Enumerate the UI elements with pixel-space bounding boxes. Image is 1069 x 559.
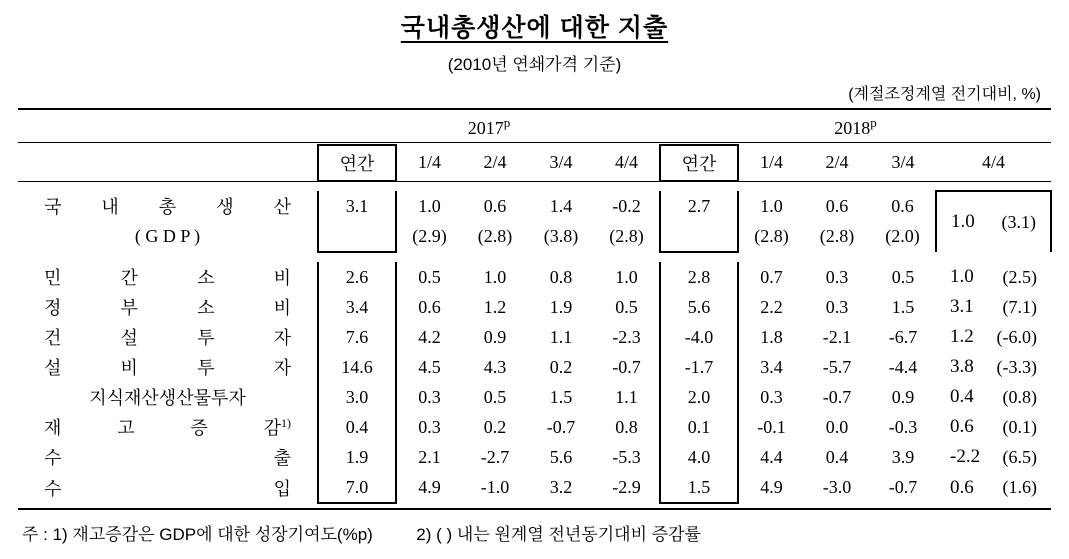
gdp-2018-q4-value: 1.0 xyxy=(951,211,975,232)
cell-2018-annual: 2.8 xyxy=(660,262,738,292)
cell-2017-q1: 0.3 xyxy=(418,416,441,437)
year-2017-header: 2017$^p$ xyxy=(467,115,511,138)
cell-2018-q4-value: -2.2 xyxy=(950,446,981,467)
cell-2017-annual: 7.6 xyxy=(318,322,396,352)
table-row xyxy=(18,472,1051,503)
cell-2018-q2: -3.0 xyxy=(822,477,852,497)
gdp-2018-q2-yoy: (2.8) xyxy=(819,226,855,246)
row-label-gdp-sub: ( G D P ) xyxy=(134,226,201,246)
row-label-construction-investment: 건 설 투 자 xyxy=(44,328,291,348)
cell-2018-q4 xyxy=(936,322,1051,352)
row-label-government-consumption: 정 부 소 비 xyxy=(44,298,291,318)
header-2017-q4: 4/4 xyxy=(614,152,638,173)
cell-2018-q4-value: 1.0 xyxy=(950,266,974,287)
cell-2017-q4: 0.5 xyxy=(615,296,638,317)
table-row-gdp-line2 xyxy=(18,221,1051,252)
rule-bottom xyxy=(18,509,1051,512)
cell-2018-q2: -0.7 xyxy=(822,386,852,407)
cell-2018-q1: 2.2 xyxy=(760,296,783,317)
header-2018-q3: 3/4 xyxy=(891,152,915,173)
cell-2018-q4-value: 3.1 xyxy=(950,296,974,317)
row-label-private-consumption: 민 간 소 비 xyxy=(44,268,291,288)
header-2017-q3: 3/4 xyxy=(549,152,573,173)
gdp-2018-annual: 2.7 xyxy=(660,191,738,221)
quarter-header-row xyxy=(18,145,1051,181)
cell-2017-q2: -1.0 xyxy=(480,477,510,497)
cell-2018-q4-yoy: (0.8) xyxy=(1002,386,1037,407)
cell-2018-q4-yoy: (-3.3) xyxy=(996,356,1037,377)
gdp-2017-q1: 1.0 xyxy=(418,195,441,216)
year-header-row xyxy=(18,112,1051,143)
gdp-2017-q1-yoy: (2.9) xyxy=(412,226,447,246)
cell-2018-q4-value: 1.2 xyxy=(950,326,974,347)
cell-2017-q4: -2.9 xyxy=(612,477,641,497)
gdp-2017-q2: 0.6 xyxy=(483,195,507,216)
table-row xyxy=(18,442,1051,472)
cell-2018-q4 xyxy=(936,292,1051,322)
cell-2017-q2: 1.0 xyxy=(483,266,507,287)
cell-2017-q4: -0.7 xyxy=(612,356,641,377)
cell-2017-q2: 1.2 xyxy=(483,296,507,317)
cell-2018-q2: 0.0 xyxy=(825,416,849,437)
cell-2018-q1: 4.4 xyxy=(760,446,783,467)
cell-2018-q4-value: 3.8 xyxy=(950,356,974,377)
cell-2017-q3: -0.7 xyxy=(546,416,576,437)
cell-2018-q4 xyxy=(936,442,1051,472)
header-2018-q4: 4/4 xyxy=(981,152,1005,173)
cell-2018-q1: 1.8 xyxy=(760,326,783,347)
gdp-2018-q3-yoy: (2.0) xyxy=(885,226,920,246)
table-row xyxy=(18,412,1051,442)
cell-2018-q4-value: 0.6 xyxy=(950,476,974,498)
row-label-exports: 수 출 xyxy=(44,448,291,468)
spacer-row-top xyxy=(18,183,1051,191)
gdp-2018-q1: 1.0 xyxy=(760,195,783,216)
cell-2018-annual: 4.0 xyxy=(660,442,738,472)
cell-2018-q1: 0.7 xyxy=(760,266,783,287)
table-row xyxy=(18,262,1051,292)
cell-2018-q1: -0.1 xyxy=(757,416,786,437)
cell-2018-q2: -5.7 xyxy=(822,356,852,377)
gdp-2017-q3: 1.4 xyxy=(549,195,573,216)
gdp-2017-q4-yoy: (2.8) xyxy=(609,226,644,246)
header-2018-annual: 연간 xyxy=(660,145,738,181)
cell-2018-q1: 0.3 xyxy=(760,386,783,407)
cell-2018-annual: 1.5 xyxy=(660,472,738,503)
cell-2017-annual: 14.6 xyxy=(318,352,396,382)
cell-2018-q1: 4.9 xyxy=(760,477,783,497)
cell-2018-q4-value: 0.6 xyxy=(950,416,974,437)
cell-2018-annual: 0.1 xyxy=(660,412,738,442)
gdp-2018-q1-yoy: (2.8) xyxy=(754,226,789,246)
footnote-1: 주 : 1) 재고증감은 GDP에 대한 성장기여도(%p) xyxy=(22,525,373,544)
cell-2017-q3: 5.6 xyxy=(549,446,573,467)
cell-2018-q4-yoy: (7.1) xyxy=(1002,296,1037,317)
cell-2017-q3: 1.9 xyxy=(549,296,573,317)
unit-note: (계절조정계열 전기대비, %) xyxy=(848,86,1041,103)
cell-2017-annual: 3.4 xyxy=(318,292,396,322)
cell-2017-q1: 0.5 xyxy=(418,266,441,287)
cell-2017-annual: 7.0 xyxy=(318,472,396,503)
row-label-inventory-change: 재 고 증 감$^{1)}$ xyxy=(44,416,291,438)
cell-2018-q4 xyxy=(936,352,1051,382)
gdp-2017-annual: 3.1 xyxy=(318,191,396,221)
cell-2018-annual: -4.0 xyxy=(660,322,738,352)
cell-2017-q3: 0.2 xyxy=(549,356,573,377)
cell-2017-annual: 1.9 xyxy=(318,442,396,472)
gdp-2017-q3-yoy: (3.8) xyxy=(543,226,579,246)
cell-2017-q4: -5.3 xyxy=(612,446,641,467)
page-title: 국내총생산에 대한 지출 xyxy=(400,14,669,42)
cell-2018-q2: -2.1 xyxy=(822,326,852,347)
cell-2018-q3: -4.4 xyxy=(888,356,918,377)
cell-2017-annual: 0.4 xyxy=(318,412,396,442)
label-column-header xyxy=(18,145,318,181)
cell-2018-q2: 0.4 xyxy=(825,446,849,467)
cell-2017-q4: -2.3 xyxy=(612,326,641,347)
cell-2017-annual: 3.0 xyxy=(318,382,396,412)
gdp-expenditure-table xyxy=(18,108,1052,512)
cell-2018-annual: 2.0 xyxy=(660,382,738,412)
header-2017-annual: 연간 xyxy=(318,145,396,181)
cell-2017-annual: 2.6 xyxy=(318,262,396,292)
cell-2018-q4 xyxy=(936,412,1051,442)
cell-2018-q4-yoy: (-6.0) xyxy=(996,326,1037,347)
cell-2017-q3: 1.1 xyxy=(549,326,573,347)
table-row xyxy=(18,322,1051,352)
cell-2018-q3: -6.7 xyxy=(888,326,918,347)
cell-2017-q1: 4.9 xyxy=(418,477,441,497)
cell-2017-q1: 4.5 xyxy=(418,356,441,377)
cell-2018-q3: 0.9 xyxy=(891,386,915,407)
page-subtitle: (2010년 연쇄가격 기준) xyxy=(447,55,622,74)
cell-2017-q3: 1.5 xyxy=(549,386,573,407)
row-label-facilities-investment: 설 비 투 자 xyxy=(44,358,291,378)
gdp-2018-q3: 0.6 xyxy=(891,195,914,216)
table-row xyxy=(18,382,1051,412)
gdp-2018-q4-cell xyxy=(936,191,1051,252)
cell-2017-q2: 0.5 xyxy=(483,386,507,407)
cell-2018-q4 xyxy=(936,382,1051,412)
row-label-imports: 수 입 xyxy=(44,478,291,499)
cell-2018-q3: -0.7 xyxy=(888,477,918,497)
cell-2018-q3: 0.5 xyxy=(891,266,915,287)
cell-2018-q3: -0.3 xyxy=(888,416,918,437)
cell-2018-q1: 3.4 xyxy=(760,356,783,377)
cell-2018-q4 xyxy=(936,472,1051,503)
cell-2017-q1: 4.2 xyxy=(418,326,441,347)
cell-2017-q4: 0.8 xyxy=(615,416,638,437)
header-2018-q1: 1/4 xyxy=(759,152,783,173)
year-2018-header: 2018$^p$ xyxy=(834,115,877,138)
cell-2018-q4-yoy: (6.5) xyxy=(1002,446,1037,467)
gdp-2018-annual-blank xyxy=(660,221,738,252)
row-label-ip-products-investment: 지식재산생산물투자 xyxy=(89,388,246,408)
header-2017-q2: 2/4 xyxy=(483,152,507,173)
gdp-2017-q2-yoy: (2.8) xyxy=(477,226,513,246)
row-label-gdp: 국 내 총 생 산 xyxy=(44,197,291,217)
cell-2018-q2: 0.3 xyxy=(825,296,849,317)
cell-2017-q3: 3.2 xyxy=(549,477,573,497)
cell-2018-annual: 5.6 xyxy=(660,292,738,322)
cell-2018-q4-yoy: (1.6) xyxy=(1002,477,1037,497)
spacer-row-mid xyxy=(18,252,1051,262)
cell-2018-q3: 3.9 xyxy=(891,446,915,467)
cell-2018-q4-value: 0.4 xyxy=(950,386,974,407)
table-row xyxy=(18,352,1051,382)
footnote xyxy=(18,520,1051,545)
cell-2017-q3: 0.8 xyxy=(549,266,573,287)
cell-2018-q2: 0.3 xyxy=(825,266,849,287)
corner-cell xyxy=(18,112,318,143)
cell-2018-q4 xyxy=(936,262,1051,292)
cell-2017-q1: 2.1 xyxy=(418,446,441,467)
cell-2017-q4: 1.1 xyxy=(615,386,638,407)
cell-2017-q1: 0.3 xyxy=(418,386,441,407)
cell-2018-q4-yoy: (2.5) xyxy=(1002,266,1037,287)
cell-2017-q4: 1.0 xyxy=(615,266,638,287)
cell-2018-q3: 1.5 xyxy=(891,296,915,317)
document-page xyxy=(0,8,1069,559)
gdp-2017-q4: -0.2 xyxy=(612,195,641,216)
footnote-2: 2) ( ) 내는 원계열 전년동기대비 증감률 xyxy=(416,525,701,544)
header-2017-q1: 1/4 xyxy=(417,152,441,173)
cell-2017-q1: 0.6 xyxy=(418,296,441,317)
table-row-gdp-line1 xyxy=(18,191,1051,221)
cell-2017-q2: 4.3 xyxy=(483,356,507,377)
gdp-2018-q2: 0.6 xyxy=(825,195,849,216)
cell-2017-q2: 0.9 xyxy=(483,326,507,347)
cell-2018-annual: -1.7 xyxy=(660,352,738,382)
header-2018-q2: 2/4 xyxy=(825,152,849,173)
table-row xyxy=(18,292,1051,322)
gdp-2018-q4-yoy: (3.1) xyxy=(1001,211,1036,232)
cell-2017-q2: 0.2 xyxy=(483,416,507,437)
gdp-2017-annual-blank xyxy=(318,221,396,252)
cell-2017-q2: -2.7 xyxy=(480,446,510,467)
cell-2018-q4-yoy: (0.1) xyxy=(1002,416,1037,437)
